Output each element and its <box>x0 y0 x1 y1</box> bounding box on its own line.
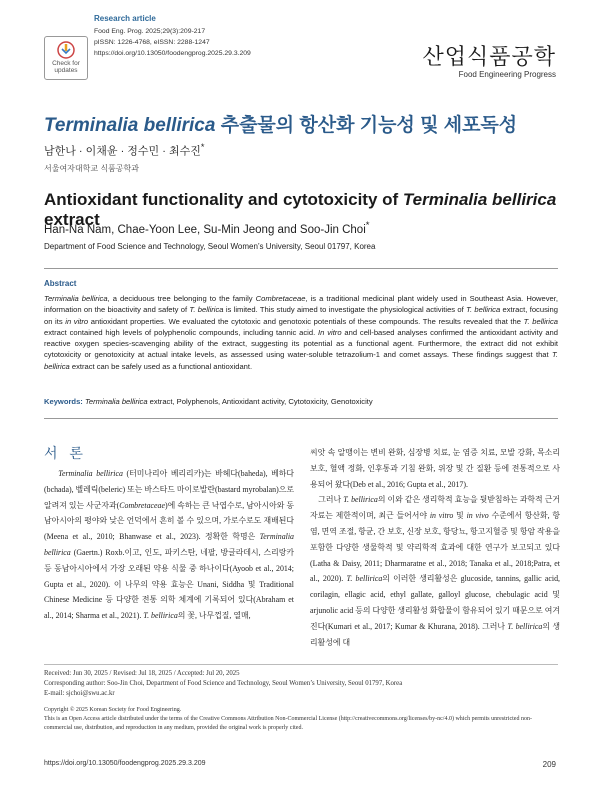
body-text: 씨앗 속 알맹이는 변비 완화, 심장병 치료, 눈 염증 치료, 모발 강화, 목소리 보호, 혈액 정화, 인후통과 기침 완화, 위장 및 간 질환 등에 전통적으로 사용되어 왔다(Deb et al., 2016; Gupta et al., 2017). <box>310 448 560 489</box>
body-text: 의 꽃, 나무껍질, 열매, <box>177 611 251 621</box>
abstract-part: T. bellirica <box>189 305 224 315</box>
body-text: T. bellirica <box>507 621 543 631</box>
abstract-body <box>44 293 558 372</box>
footer-divider <box>44 664 558 665</box>
article-type: Research article <box>94 14 156 23</box>
authors-korean <box>44 142 204 159</box>
license-text: This is an Open Access article distributed under the terms of the Creative Commons Attribution Non-Commercial License (http://creativecommons.org/licenses/by-nc/4.0) which permits unrestricted non-commercial use, distribution, and reproduction in any medium, provided the original work is properly cited. <box>44 716 532 731</box>
body-text: (Gaertn.) Roxb.이고, 인도, 파키스탄, 네팔, 방글라데시, 스리랑카 등 동남아시아에서 가장 오래된 약용 식물 중 하나이다(Ayoob et al., 2014; Gupta et al., 2020). 이 나무의 약용 효능은 Unani, Siddha 및 Traditional Chinese Medicine 등 다양한 전통 의학 체계에 기록되어 있다(Abraham et al., 2014; Sharma et al., 2021). <box>44 547 294 621</box>
body-text: 및 <box>453 511 467 521</box>
body-text: )에 속하는 큰 낙엽수로, 남아시아와 동남아시아의 평야와 낮은 언덕에서 흔히 볼 수 있으며, 가로수로도 재배된다(Meena et al., 2010; Bhanwase et al., 2023). 정확한 학명은 <box>44 500 294 542</box>
abstract-part: In vitro <box>318 327 342 337</box>
body-text: 의 이러한 생리활성은 glucoside, tannins, gallic acid, corilagin, ellagic acid, ethyl gallate, galloyl glucose, chebulagic acid 및 arjunolic acid 등의 다양한 생리활성 화합물이 함유되어 있기 때문으로 여겨진다(Kumari et al., 2017; Kumar & Khurana, 2018). 그러나 <box>310 574 561 631</box>
abstract-heading: Abstract <box>44 279 77 288</box>
abstract-part: is limited. This study aimed to investigate the physiological activities of <box>223 305 467 315</box>
doi-link[interactable]: https://doi.org/10.13050/foodengprog.2025.29.3.209 <box>94 50 251 57</box>
keywords <box>44 397 558 406</box>
body-text: T. bellirica <box>343 495 378 505</box>
badge-line-1: Check for <box>52 60 80 67</box>
abstract-part: extract can be safely used as a functional antioxidant. <box>69 361 253 371</box>
email[interactable]: E-mail: sjchoi@swu.ac.kr <box>44 690 115 697</box>
abstract-part: extract contained high levels of polyphenolic compounds, including tannic acid. <box>44 327 319 337</box>
body-text: in vivo <box>466 511 489 521</box>
divider <box>44 418 558 419</box>
abstract-part: and cell-based analyses confirmed the antioxidant activity and reactive oxygen species-scavenging ability of the extract, suggesting its potential as a functional agent. Furthermore, the extract did not exhibit cytotoxicity or genotoxicity at actual intake levels, as assessed using water-soluble tetrazolium-1 and comet assays. These findings suggest that <box>44 327 558 360</box>
affiliation-korean: 서울여자대학교 식품공학과 <box>44 164 139 173</box>
page-number: 209 <box>542 760 556 769</box>
affiliation-english: Department of Food Science and Technology, Seoul Women’s University, Seoul 01797, Korea <box>44 242 376 251</box>
body-text: T. bellirica <box>346 574 383 584</box>
check-updates-icon <box>57 41 75 59</box>
issn: pISSN: 1226-4768, eISSN: 2288-1247 <box>94 39 210 46</box>
abstract-part: Combretaceae <box>255 294 306 303</box>
authors-english-names: Han-Na Nam, Chae-Yoon Lee, Su-Min Jeong and Soo-Jin Choi <box>44 223 366 236</box>
body-column-left <box>44 466 294 624</box>
body-text: 의 생리활성에 대 <box>310 621 560 647</box>
abstract-part: Terminalia bellirica <box>44 294 108 303</box>
corresponding-author: Corresponding author: Soo-Jin Choi, Department of Food Science and Technology, Seoul Women’s University, Seoul 01797, Korea <box>44 680 403 687</box>
body-text: T. bellirica <box>143 611 178 621</box>
abstract-part: T. bellirica <box>523 316 559 326</box>
abstract-part: , is a traditional medicinal plant widely used in Southeast Asia. However, information on the bioactivity and safety of <box>44 294 558 315</box>
title-korean-rest: 추출물의 항산화 기능성 및 세포독성 <box>215 115 518 136</box>
abstract-part: , a deciduous tree belonging to the family <box>107 294 256 303</box>
abstract-part: T. bellirica <box>466 305 501 315</box>
body-text: 의 이와 같은 생리학적 효능을 뒷받침하는 과학적 근거 자료는 제한적이며, 최근 들어서야 <box>310 495 560 521</box>
abstract-part: in vitro <box>65 316 89 326</box>
abstract-part: T. bellirica <box>44 350 558 371</box>
section-heading-introduction: 서 론 <box>44 445 87 461</box>
citation: Food Eng. Prog. 2025;29(3):209-217 <box>94 28 206 35</box>
check-for-updates-badge[interactable] <box>44 36 88 80</box>
journal-title-kr: 산업식품공학 <box>422 44 556 69</box>
body-text: 그러나 <box>318 495 344 505</box>
body-text: in vitro <box>429 511 454 521</box>
divider <box>44 268 558 269</box>
copyright: Copyright © 2025 Korean Society for Food Engineering. <box>44 707 182 713</box>
body-text: Terminalia bellirica <box>58 469 123 478</box>
body-text: 수준에서 항산화, 항염, 면역 조절, 항균, 간 보호, 신장 보호, 항당뇨, 항고지혈증 및 항암 작용을 포함한 다양한 생물학적 및 약리학적 효과에 대한 연구가 보고되고 있다(Latha & Daisy, 2011; Dharmaratne et al., 2018; Tanaka et al., 2018;Patra, et al., 2020). <box>310 511 560 584</box>
title-english-tail: extract <box>44 210 100 229</box>
badge-line-2: updates <box>54 67 78 74</box>
title-english-plain: Antioxidant functionality and cytotoxicity of <box>44 190 403 209</box>
keywords-species: Terminalia bellirica <box>84 397 148 406</box>
body-text: (터미나리아 베리리카)는 바헤다(baheda), 베하다(bchada), 벨레릭(beleric) 또는 바스타드 마이로발란(bastard myrobalan)으로 알려져 있는 사군자과( <box>44 469 294 510</box>
page-doi-link[interactable]: https://doi.org/10.13050/foodengprog.2025.29.3.209 <box>44 760 206 767</box>
keywords-rest: extract, Polyphenols, Antioxidant activity, Cytotoxicity, Genotoxicity <box>147 397 373 406</box>
title-korean <box>44 110 517 137</box>
authors-english <box>44 220 370 236</box>
body-text: Combretaceae <box>119 500 165 510</box>
corresponding-mark-kr: * <box>200 142 205 152</box>
received-dates: Received: Jun 30, 2025 / Revised: Jul 18, 2025 / Accepted: Jul 20, 2025 <box>44 670 240 677</box>
keywords-label: Keywords: <box>44 397 83 406</box>
title-english-species: Terminalia bellirica <box>402 190 557 209</box>
abstract-part: extract, focusing on its <box>44 305 559 326</box>
body-column-right <box>310 445 560 650</box>
abstract-part: antioxidant properties. We evaluated the cytotoxic and genotoxic potentials of these compounds. The results revealed that the <box>88 316 524 326</box>
body-text: Terminalia bellirica <box>44 532 294 557</box>
title-korean-species: Terminalia bellirica <box>44 115 216 136</box>
journal-title-en: Food Engineering Progress <box>458 70 556 79</box>
authors-korean-names: 남한나 · 이채윤 · 정수민 · 최수진 <box>44 145 201 158</box>
corresponding-mark-en: * <box>365 220 370 231</box>
